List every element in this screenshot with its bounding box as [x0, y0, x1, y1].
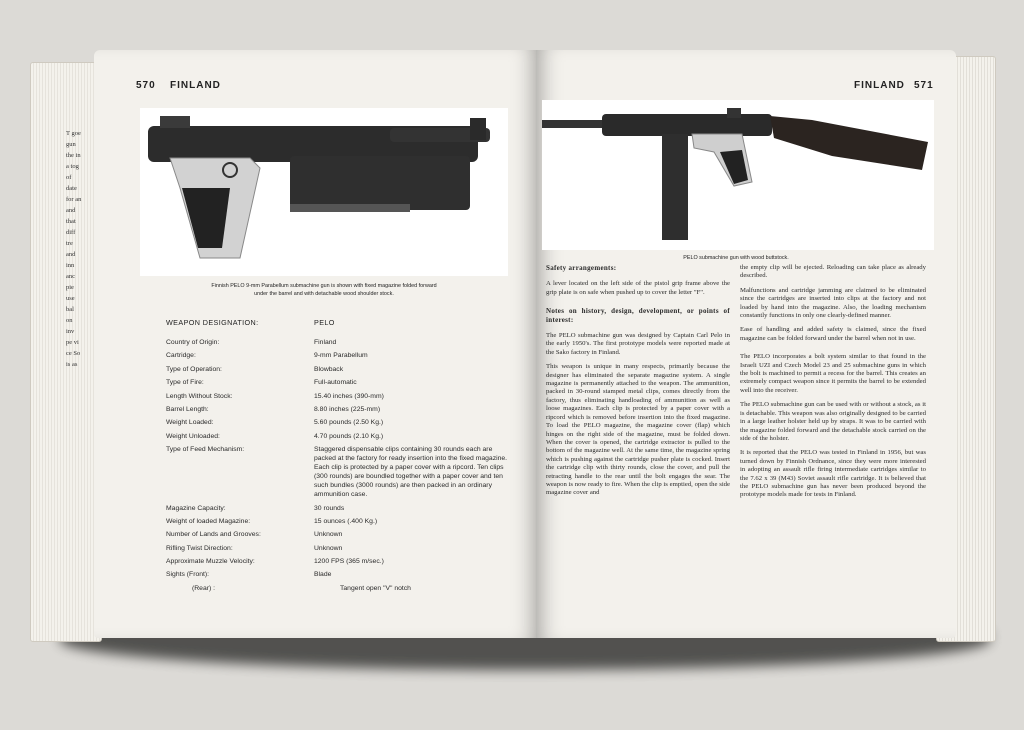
- open-book: [30, 48, 996, 646]
- spec-label: Type of Feed Mechanism:: [166, 446, 245, 454]
- right-photo-caption: PELO submachine gun with wood buttstock.: [683, 255, 789, 261]
- reload-paragraph: the empty clip will be ejected. Reloading can take place as already described.: [740, 264, 926, 280]
- spec-value: Blowback: [314, 365, 344, 373]
- spec-row: [166, 365, 516, 374]
- spec-row: [166, 445, 516, 499]
- right-page: [536, 50, 956, 638]
- spec-row: [166, 584, 516, 593]
- spec-label: Country of Origin:: [166, 339, 220, 346]
- spec-row: [166, 432, 516, 441]
- left-page: [94, 50, 538, 638]
- spec-row: [166, 570, 516, 579]
- spec-label: Weight of loaded Magazine:: [166, 517, 251, 525]
- safety-paragraph: A lever located on the left side of the pistol grip frame above the grip plate is on safe when pushed up to cover the letter "F".: [546, 280, 730, 296]
- spec-label: Barrel Length:: [166, 405, 209, 413]
- spec-row: [166, 544, 516, 553]
- spec-value: Full-automatic: [314, 379, 357, 387]
- spec-row: [166, 530, 516, 539]
- spec-value: 5.60 pounds (2.50 Kg.): [314, 419, 384, 427]
- left-running-head: FINLAND: [170, 80, 221, 91]
- spec-value: 9-mm Parabellum: [314, 352, 368, 360]
- spec-label: Weight Loaded:: [166, 419, 214, 427]
- pelo-photo-buttstock: [542, 100, 934, 250]
- previous-page-sliver: T goe gun the in a tog of date for an and that diff tre and inn anc pie use bal on inv pe vi ce So is as: [66, 130, 82, 368]
- left-page-number: 570: [136, 80, 156, 91]
- design-paragraph: This weapon is unique in many respects, primarily because the designer has eliminated the separate magazine system. A single magazine is permanently attached to the weapon. The ammunition, packed in 30-round stamped metal clips, comes directly from the factory, thus eliminating handloading of ammunition as well as loose magazines. Each clip is protected by a paper cover with a ripcord which is removed before insertion into the fixed magazine. To load the PELO magazine, the magazine cover (flap) which hinges on the right side of the magazine, must be folded down. When the cover is opened, the cartridge extractor is pulled to the bottom of the magazine well. At the same time, the magazine spring which is pushing against the cartridge pusher plate is cocked. Insert the cartridge clip with thirty rounds, close the cover, and pull the retracting handle to the rear until the bolt engages the sear. The weapon is now ready to fire. When the clip is emptied, open the side magazine cover and: [546, 363, 730, 497]
- spec-label: Sights (Front):: [166, 571, 210, 579]
- spec-label: Magazine Capacity:: [166, 504, 226, 512]
- spec-row: [166, 418, 516, 427]
- spec-label: Type of Operation:: [166, 365, 222, 373]
- safety-heading: Safety arrangements:: [546, 264, 617, 272]
- testing-paragraph: It is reported that the PELO was tested in Finland in 1956, but was turned down by Finnish Ordnance, since they were more interested in adopting an assault rifle firing intermediate cartridges similar to the 7.62 x 39 (M43) Soviet assault rifle cartridge. It is believed that the PELO submachine gun has never been produced beyond the prototype models made for tests in Finland.: [740, 449, 926, 499]
- right-page-number: 571: [914, 80, 934, 91]
- stock-paragraph: The PELO submachine gun can be used with or without a stock, as it is detachable. This weapon was also originally designed to be carried in a large leather holster held up by straps. It was to be carried with the magazine folded forward and the detachable stock carried on the side of the holster.: [740, 401, 926, 442]
- spec-value: Tangent open "V" notch: [340, 584, 411, 592]
- specification-table: [166, 338, 516, 597]
- spec-label: Type of Fire:: [166, 379, 204, 387]
- spec-label: Approximate Muzzle Velocity:: [166, 558, 255, 566]
- notes-heading: Notes on history, design, development, or points of interest:: [546, 307, 730, 324]
- spec-row: [166, 517, 516, 526]
- weapon-designation-value: PELO: [314, 318, 335, 327]
- spec-value: Unknown: [314, 531, 343, 539]
- spec-value: Unknown: [314, 544, 343, 552]
- spec-value: 4.70 pounds (2.10 Kg.): [314, 432, 384, 440]
- spec-value: 1200 FPS (365 m/sec.): [314, 558, 384, 566]
- spec-value: 8.80 inches (225-mm): [314, 405, 381, 413]
- spec-label: Number of Lands and Grooves:: [166, 531, 261, 539]
- spec-row: [166, 392, 516, 401]
- spec-label: Cartridge:: [166, 352, 196, 360]
- spec-row: [166, 351, 516, 360]
- spec-value: Staggered dispensable clips containing 30 rounds each are packed at the factory for ready insertion into the fixed magazine. Each clip is protected by a paper cover with a ripcord. Ten clips (300 rounds) are boundled together with a paper cover and ten such bundles (3000 rounds) are then packed in an ordinary ammunition case.: [314, 446, 508, 499]
- spec-value: Blade: [314, 571, 332, 579]
- left-photo-caption: Finnish PELO 9-mm Parabellum submachine gun is shown with fixed magazine folded forward under the barrel and with detachable wood shoulder stock.: [211, 283, 437, 297]
- spec-value: 15 ounces (.400 Kg.): [314, 517, 378, 525]
- spec-row: [166, 338, 516, 347]
- spec-value: Finland: [314, 339, 337, 346]
- spec-row: [166, 378, 516, 387]
- submachine-gun-buttstock-image: [542, 100, 934, 250]
- spec-row: [166, 405, 516, 414]
- weapon-designation-label: WEAPON DESIGNATION:: [166, 318, 259, 327]
- spec-label: Rifling Twist Direction:: [166, 544, 233, 552]
- right-running-head: FINLAND: [854, 80, 905, 91]
- right-text-column-2: [740, 264, 926, 506]
- pelo-photo-magazine-folded: [140, 108, 508, 276]
- bolt-paragraph: The PELO incorporates a bolt system similar to that found in the Israeli UZI and Czech Model 23 and 25 submachine guns in which the bolt is machined to permit a recess for the barrel. This creates an extremely compact weapon since it permits the barrel to be extended well into the receiver.: [740, 353, 926, 394]
- spec-label: Length Without Stock:: [166, 392, 233, 400]
- spec-label: (Rear) :: [192, 584, 216, 592]
- right-text-column-1: [546, 264, 730, 504]
- spec-label: Weight Unloaded:: [166, 432, 220, 440]
- spec-row: [166, 504, 516, 513]
- submachine-gun-image: [140, 108, 508, 276]
- spec-value: 30 rounds: [314, 504, 345, 512]
- handling-paragraph: Ease of handling and added safety is claimed, since the fixed magazine can be folded forward under the barrel when not in use.: [740, 326, 926, 342]
- history-paragraph: The PELO submachine gun was designed by Captain Carl Pelo in the early 1950's. The first prototype models were reported made at the Sako factory in Finland.: [546, 332, 730, 356]
- spec-row: [166, 557, 516, 566]
- malfunctions-paragraph: Malfunctions and cartridge jamming are claimed to be eliminated since the cartridges are inserted into clips at the factory and not loaded by hand into the magazine. Also, the loading mechanism constantly functions in only one clearly-defined manner.: [740, 286, 926, 320]
- spec-value: 15.40 inches (390-mm): [314, 392, 384, 400]
